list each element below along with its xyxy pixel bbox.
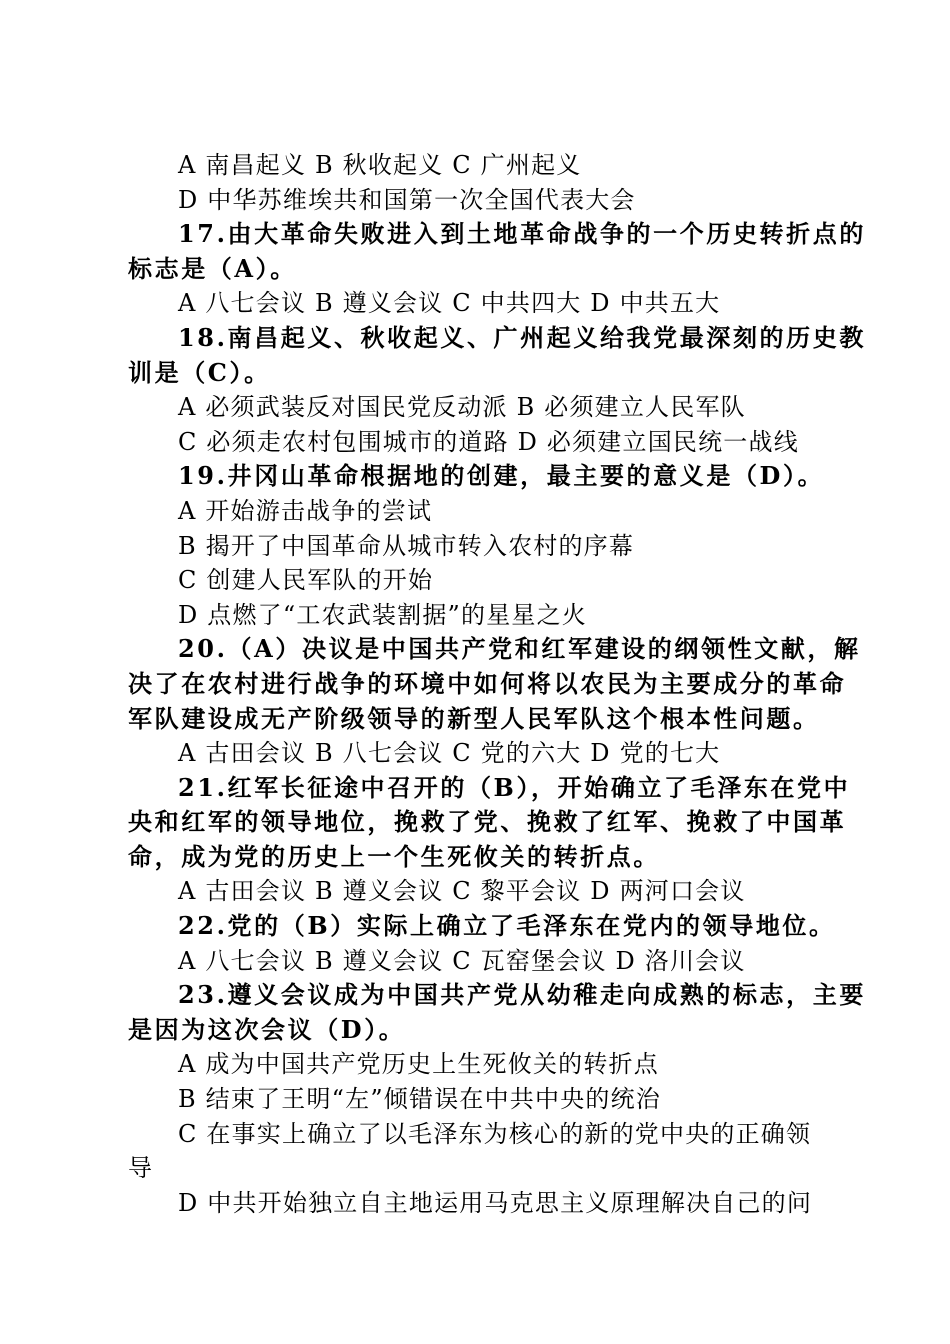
- question-line: 17.由大革命失败进入到土地革命战争的一个历史转折点的: [178, 219, 866, 249]
- option-line: 导: [128, 1154, 154, 1183]
- option-line: A 古田会议 B 遵义会议 C 黎平会议 D 两河口会议: [178, 877, 746, 906]
- question-line: 央和红军的领导地位，挽救了党、挽救了红军、挽救了中国革: [128, 807, 847, 837]
- question-line: 军队建设成无产阶级领导的新型人民军队这个根本性问题。: [128, 703, 820, 733]
- question-line: 19.井冈山革命根据地的创建，最主要的意义是（D）。: [178, 461, 825, 491]
- question-line: 训是（C）。: [128, 357, 271, 387]
- question-line: 18.南昌起义、秋收起义、广州起义给我党最深刻的历史教: [178, 322, 866, 352]
- question-line: 20.（A）决议是中国共产党和红军建设的纲领性文献，解: [178, 634, 861, 664]
- question-line: 标志是（A）。: [128, 253, 297, 283]
- option-line: A 八七会议 B 遵义会议 C 中共四大 D 中共五大: [178, 289, 721, 318]
- question-line: 是因为这次会议（D）。: [128, 1014, 406, 1044]
- option-line: C 在事实上确立了以毛泽东为核心的新的党中央的正确领: [178, 1119, 812, 1148]
- question-line: 21.红军长征途中召开的（B），开始确立了毛泽东在党中: [178, 772, 851, 802]
- question-line: 命，成为党的历史上一个生死攸关的转折点。: [128, 841, 660, 871]
- option-line: D 点燃了“工农武装割据”的星星之火: [178, 600, 588, 629]
- option-line: B 结束了王明“左”倾错误在中共中央的统治: [178, 1085, 662, 1114]
- option-line: A 开始游击战争的尝试: [178, 496, 433, 525]
- option-line: A 古田会议 B 八七会议 C 党的六大 D 党的七大: [178, 739, 721, 768]
- question-line: 23.遵义会议成为中国共产党从幼稚走向成熟的标志，主要: [178, 980, 866, 1010]
- option-line: B 揭开了中国革命从城市转入农村的序幕: [178, 531, 635, 560]
- document-page: [128, 148, 866, 1220]
- question-line: 22.党的（B）实际上确立了毛泽东在党内的领导地位。: [178, 911, 836, 941]
- option-line: D 中华苏维埃共和国第一次全国代表大会: [178, 185, 636, 214]
- option-line: C 创建人民军队的开始: [178, 566, 434, 595]
- option-line: A 成为中国共产党历史上生死攸关的转折点: [178, 1050, 659, 1079]
- option-line: A 南昌起义 B 秋收起义 C 广州起义: [178, 151, 582, 179]
- option-line: D 中共开始独立自主地运用马克思主义原理解决自己的问: [178, 1188, 813, 1217]
- option-line: C 必须走农村包围城市的道路 D 必须建立国民统一战线: [178, 427, 799, 456]
- option-line: A 必须武装反对国民党反动派 B 必须建立人民军队: [178, 393, 746, 422]
- option-line: A 八七会议 B 遵义会议 C 瓦窑堡会议 D 洛川会议: [178, 946, 746, 975]
- question-line: 决了在农村进行战争的环境中如何将以农民为主要成分的革命: [128, 668, 847, 698]
